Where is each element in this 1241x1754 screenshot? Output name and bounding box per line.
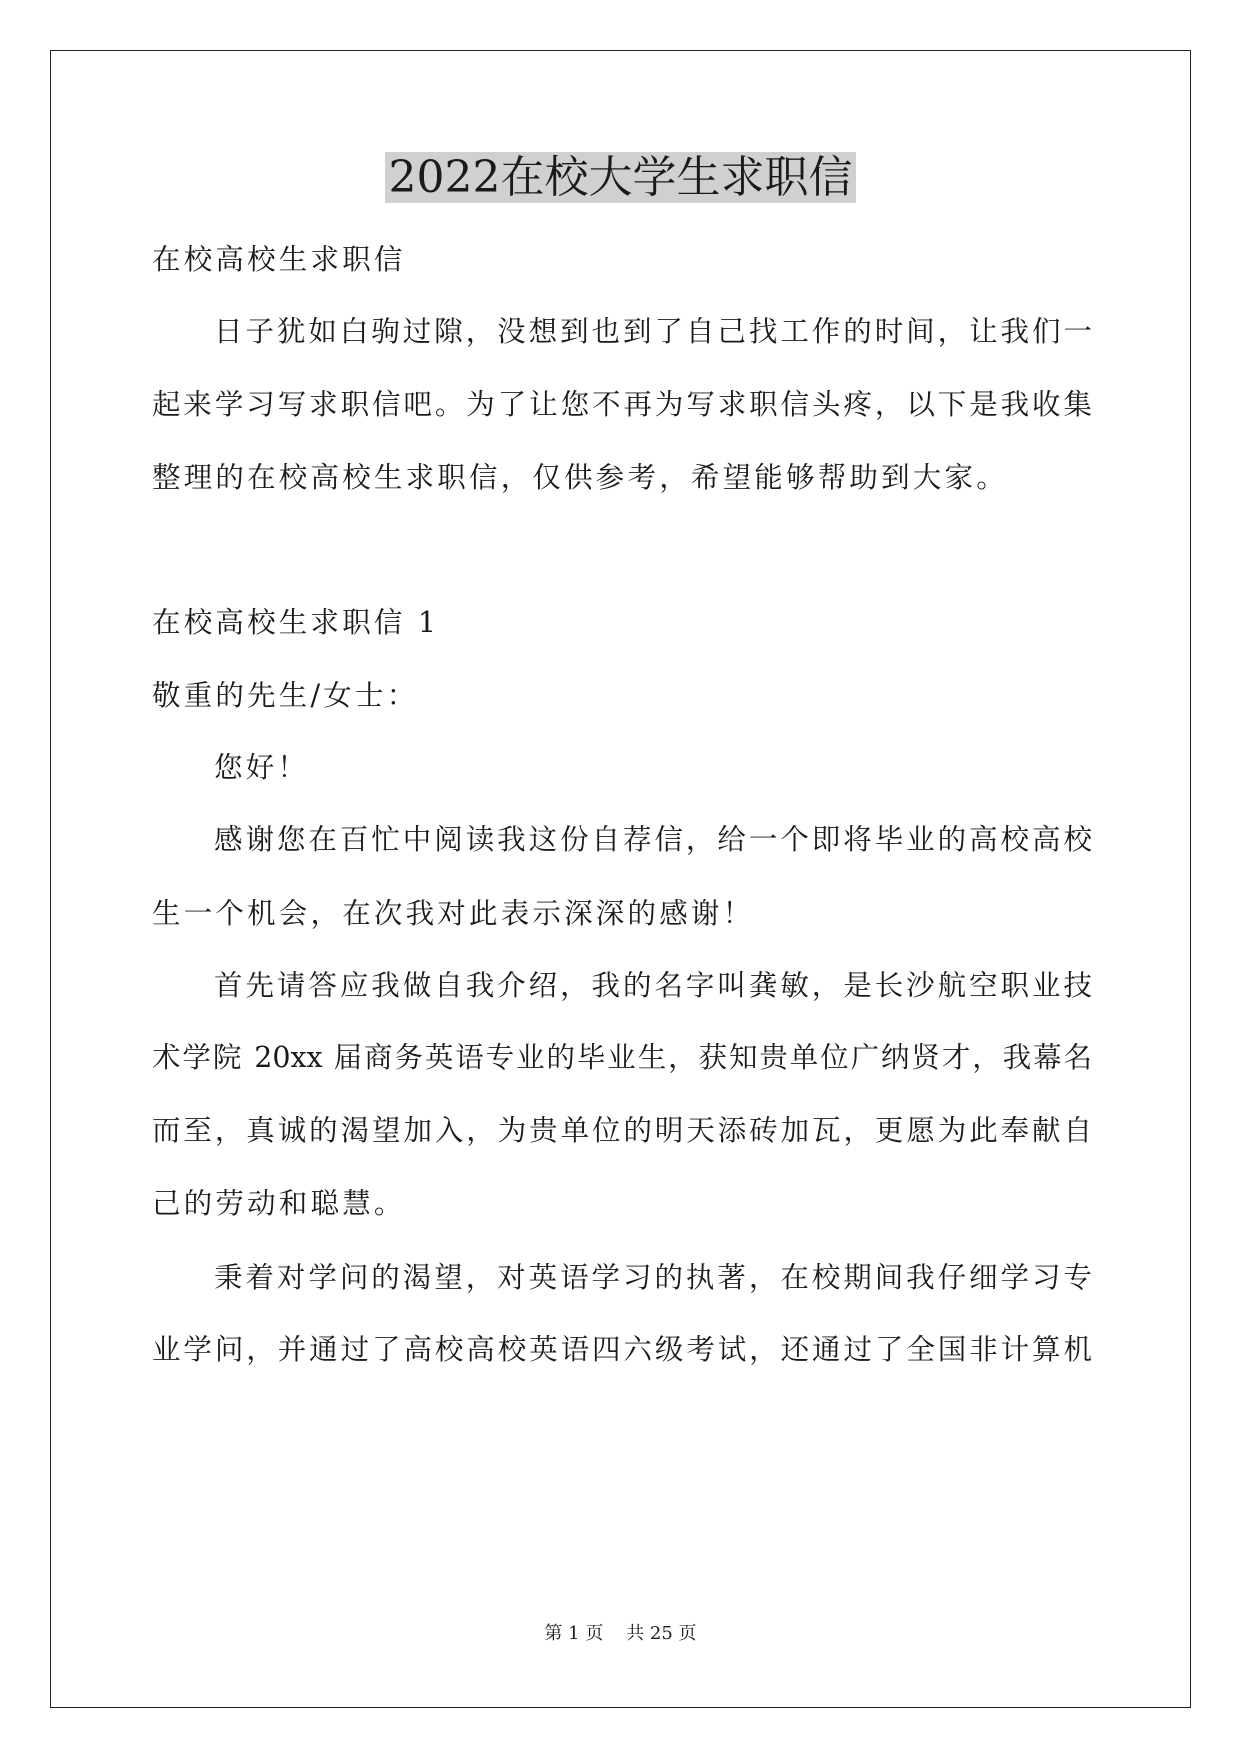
salutation: 敬重的先生/女士： bbox=[152, 679, 419, 712]
paragraph2-line-2: 术学院 20xx 届商务英语专业的毕业生，获知贵单位广纳贤才，我幕名 bbox=[152, 1041, 1092, 1074]
intro-line-1: 日子犹如白驹过隙，没想到也到了自己找工作的时间，让我们一 bbox=[214, 315, 1092, 348]
page-number-footer: 第 1 页 共 25 页 bbox=[544, 1623, 697, 1644]
document-subtitle: 在校高校生求职信 bbox=[152, 243, 406, 276]
paragraph3-line-2: 业学问，并通过了高校高校英语四六级考试，还通过了全国非计算机 bbox=[152, 1333, 1092, 1366]
document-title bbox=[0, 148, 1241, 208]
document-title-text: 2022在校大学生求职信 bbox=[385, 152, 857, 203]
paragraph2-line-1: 首先请答应我做自我介绍，我的名字叫龚敏，是长沙航空职业技 bbox=[214, 969, 1092, 1002]
intro-line-3: 整理的在校高校生求职信，仅供参考，希望能够帮助到大家。 bbox=[152, 461, 1008, 494]
paragraph3-line-1: 秉着对学问的渴望，对英语学习的执著，在校期间我仔细学习专 bbox=[214, 1261, 1092, 1294]
paragraph1-line-2: 生一个机会，在次我对此表示深深的感谢！ bbox=[152, 897, 755, 930]
paragraph1-line-1: 感谢您在百忙中阅读我这份自荐信，给一个即将毕业的高校高校 bbox=[214, 823, 1092, 856]
page-frame bbox=[50, 50, 1191, 1708]
intro-line-2: 起来学习写求职信吧。为了让您不再为写求职信头疼，以下是我收集 bbox=[152, 388, 1092, 421]
letter-heading: 在校高校生求职信 1 bbox=[152, 606, 440, 639]
paragraph2-line-4: 己的劳动和聪慧。 bbox=[152, 1187, 406, 1220]
greeting: 您好！ bbox=[214, 751, 310, 784]
paragraph2-line-3: 而至，真诚的渴望加入，为贵单位的明天添砖加瓦，更愿为此奉献自 bbox=[152, 1114, 1092, 1147]
